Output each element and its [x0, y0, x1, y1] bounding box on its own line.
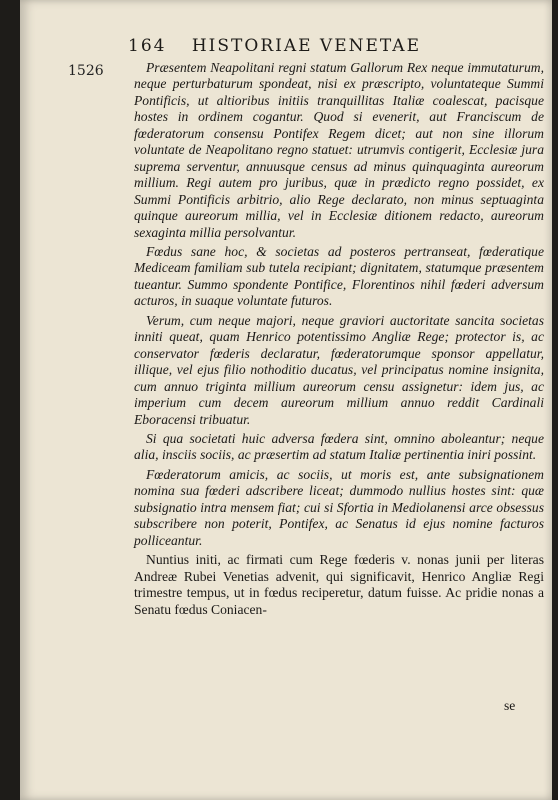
paragraph: Verum, cum neque majori, neque graviori auctoritate sancita societas inniti queat, quam Henrico potentissimo Angliæ Rege; protector is, ac conservator fœderis declaratur, fœderatorumque sponsor appellatur, illique, vel ejus filio nothoditio ducatus, vel principatus nomine insignita, cum annuo triginta millium aureorum censu assignetur: idem jus, ac imperium cum decem aureorum millium annuo reddit Cardinali Eboracensi tribuatur. — [134, 312, 544, 427]
page-number: 164 — [128, 36, 167, 56]
body-text — [134, 60, 544, 621]
paragraph: Præsentem Neapolitani regni statum Gallorum Rex neque immutaturum, neque perturbaturum spondeat, nisi ex præscripto, voluntateque Summi Pontificis, ut altioribus initiis tranquillitas Italiæ coalescat, pacisque hostes in ordinem cogantur. Quod si evenerit, aut Franciscum de fœderatorum consensu Pontifex Regem dicet; aut non sine illorum voluntate de Neapolitano regno statuet: utrumvis contigerit, Ecclesiæ jura suprema serventur, annuusque census ad minus quinquaginta aureorum millium. Regi autem pro juribus, quæ in prædicto regno possidet, ex Summi Pontificis arbitrio, alio Rege declarato, non minus septuaginta quinque aureorum millia, vel in Ecclesiæ ditionem redacto, aureorum sexaginta millia persolvantur. — [134, 60, 544, 240]
paragraph: Fœdus sane hoc, & societas ad posteros pertranseat, fœderatique Mediceam familiam sub tutela recipiant; dignitatem, statumque præsentem tueantur. Summo spondente Pontifice, Florentinos nihil fœderi adversum acturos, in suaque voluntate futuros. — [134, 243, 544, 309]
running-title: HISTORIAE VENETAE — [191, 36, 421, 56]
book-page — [20, 0, 552, 800]
paragraph-last-line: Ac pridie nonas a Senatu fœdus Coniacen- — [134, 585, 544, 617]
paragraph — [134, 552, 544, 618]
paragraph: Si qua societati huic adversa fœdera sint, omnino aboleantur; neque alia, insciis sociis, ac præsertim ad statum Italiæ pertinentia iniri possint. — [134, 430, 544, 463]
margin-year: 1526 — [68, 63, 104, 79]
catchword: se — [504, 698, 516, 713]
running-header — [128, 36, 528, 56]
paragraph: Fœderatorum amicis, ac sociis, ut moris est, ante subsignationem nomina sua fœderi adscribere liceat; dummodo nullius hostes sint: quæ subsignatio intra mensem fiat; cui si Sfortia in Mediolanensi arce obsessus subscribere non poterit, Pontifex, ac Senatus id ejus nomine facturos polliceantur. — [134, 466, 544, 548]
paragraph-text: Nuntius initi, ac firmati cum Rege fœderis v. nonas junii per literas Andreæ Rubei Venetias advenit, qui significavit, Henrico Angliæ Regi trimestre tempus, ut in fœdus reciperetur, datum fuisse. — [134, 552, 544, 601]
